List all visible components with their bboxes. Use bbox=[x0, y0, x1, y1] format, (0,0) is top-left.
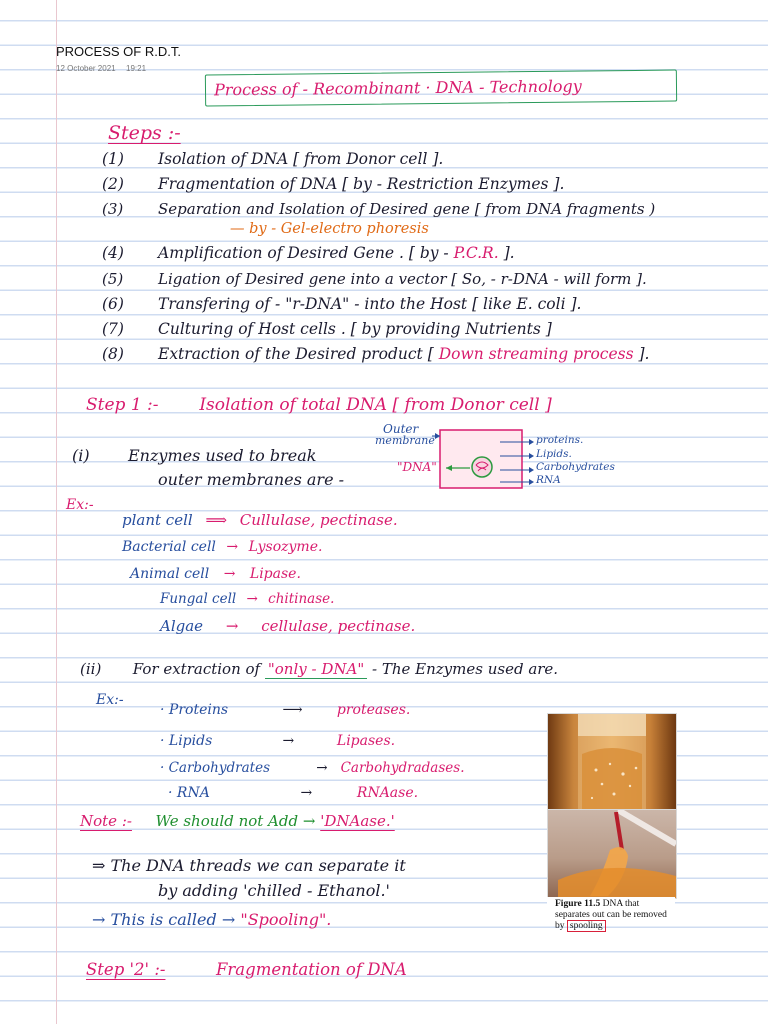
outer-label: Outer bbox=[383, 422, 419, 436]
step-tail: ]. bbox=[503, 244, 515, 262]
point-number: (ii) bbox=[80, 660, 102, 678]
step-item bbox=[102, 175, 564, 193]
step-number: (4) bbox=[102, 244, 124, 262]
extraction-item: · Carbohydrates bbox=[160, 760, 270, 776]
note-highlight: 'DNAase.' bbox=[320, 812, 395, 830]
cell-name: Bacterial cell bbox=[122, 539, 216, 555]
cell-name: Algae bbox=[160, 617, 204, 635]
extraction-enzyme: RNAase. bbox=[356, 785, 419, 801]
spool-line-3 bbox=[92, 910, 331, 929]
step1-heading-label: Step 1 :- bbox=[86, 395, 159, 415]
spool-text: → This is called → bbox=[92, 910, 236, 929]
point-ii bbox=[80, 660, 558, 678]
point-i bbox=[72, 446, 316, 465]
cell-enzyme: Lysozyme. bbox=[248, 539, 323, 555]
step-item bbox=[102, 320, 552, 338]
spool-line-2: by adding 'chilled - Ethanol.' bbox=[158, 881, 390, 900]
page-date: 12 October 2021 bbox=[56, 64, 116, 73]
note-row bbox=[80, 812, 395, 830]
arrow-icon: ⟹ bbox=[205, 511, 227, 529]
step-item bbox=[102, 150, 443, 168]
cell-name: plant cell bbox=[122, 511, 193, 529]
step-accent: P.C.R. bbox=[453, 244, 499, 262]
figure-highlight: spooling bbox=[567, 920, 606, 932]
cell-row bbox=[160, 591, 334, 607]
cell-enzyme: Lipase. bbox=[249, 566, 301, 582]
step3-sub: — by - Gel-electro phoresis bbox=[230, 221, 429, 237]
step1-heading-text: Isolation of total DNA [ from Donor cell ] bbox=[199, 395, 552, 415]
spool-illustration bbox=[548, 810, 676, 898]
cell-enzyme: cellulase, pectinase. bbox=[261, 617, 416, 635]
component-label: RNA bbox=[536, 474, 561, 486]
membrane-label: membrane bbox=[375, 434, 435, 447]
step-item bbox=[102, 295, 581, 313]
tube-illustration bbox=[548, 714, 676, 810]
step-accent: Down streaming process bbox=[438, 345, 634, 363]
page-title: PROCESS OF R.D.T. bbox=[56, 44, 181, 59]
example-label: Ex:- bbox=[66, 497, 94, 513]
step2-heading-label: Step '2' :- bbox=[86, 960, 166, 979]
figure-text: DNA that separates out can be removed by bbox=[555, 899, 667, 931]
step-text: Isolation of DNA [ from Donor cell ]. bbox=[158, 150, 444, 168]
cell-enzyme: Cullulase, pectinase. bbox=[239, 511, 398, 529]
arrow-icon: → bbox=[225, 617, 239, 635]
step-number: (7) bbox=[102, 320, 124, 338]
step-tail: ]. bbox=[638, 345, 650, 363]
arrow-icon: → bbox=[282, 733, 295, 749]
extraction-item: · Lipids bbox=[160, 733, 213, 749]
main-title-box bbox=[205, 70, 677, 107]
step-text: Transfering of - "r-DNA" - into the Host [ like E. coli ]. bbox=[158, 295, 582, 313]
step-item bbox=[102, 200, 655, 218]
step-number: (1) bbox=[102, 150, 124, 168]
only-dna-highlight: "only - DNA" bbox=[265, 660, 367, 679]
point-number: (i) bbox=[72, 446, 90, 465]
steps-heading: Steps :- bbox=[108, 122, 181, 144]
arrow-icon: → bbox=[223, 566, 236, 582]
step-number: (2) bbox=[102, 175, 124, 193]
arrow-icon: → bbox=[316, 760, 328, 776]
step2-heading-text: Fragmentation of DNA bbox=[215, 960, 407, 979]
step-text: Separation and Isolation of Desired gene [ from DNA fragments ) bbox=[158, 200, 656, 218]
figure-label: Figure 11.5 bbox=[555, 899, 601, 909]
point-text-tail: - The Enzymes used are. bbox=[372, 660, 559, 678]
arrow-icon: ⟶ bbox=[282, 702, 303, 718]
step-number: (8) bbox=[102, 345, 124, 363]
point-text: Enzymes used to break bbox=[128, 446, 317, 465]
component-label: Carbohydrates bbox=[536, 461, 615, 473]
step-number: (5) bbox=[102, 270, 124, 288]
cell-row bbox=[160, 617, 415, 635]
cell-enzyme: chitinase. bbox=[268, 591, 335, 607]
step2-heading bbox=[86, 960, 407, 979]
point-text: For extraction of bbox=[132, 660, 261, 678]
step-number: (6) bbox=[102, 295, 124, 313]
cell-name: Fungal cell bbox=[160, 591, 237, 607]
figure-caption bbox=[547, 897, 675, 931]
extraction-item: · RNA bbox=[168, 785, 210, 801]
extraction-enzyme: Lipases. bbox=[336, 733, 396, 749]
dna-tube-photo bbox=[547, 713, 677, 811]
arrow-icon: → bbox=[226, 539, 239, 555]
extraction-row bbox=[160, 733, 395, 749]
arrow-head-icon bbox=[529, 439, 534, 485]
nucleus-circle bbox=[472, 457, 492, 477]
spooling-photo bbox=[547, 809, 677, 899]
cell-row bbox=[122, 511, 398, 529]
extraction-row bbox=[160, 760, 465, 776]
cell-row bbox=[122, 539, 322, 555]
step-text: Culturing of Host cells . [ by providing Nutrients ] bbox=[158, 320, 552, 338]
notebook-margin bbox=[56, 0, 57, 1024]
arrow-icon: → bbox=[246, 591, 258, 607]
note-label: Note :- bbox=[80, 812, 132, 830]
note-text: We should not Add → bbox=[155, 812, 316, 830]
step-number: (3) bbox=[102, 200, 124, 218]
spooling-term: "Spooling". bbox=[240, 910, 332, 929]
step-text: Fragmentation of DNA [ by - Restriction Enzymes ]. bbox=[158, 175, 565, 193]
step-text: Amplification of Desired Gene . [ by - bbox=[158, 244, 449, 262]
component-label: Lipids. bbox=[536, 448, 572, 460]
cell-name: Animal cell bbox=[130, 566, 210, 582]
cell-row bbox=[130, 566, 301, 582]
arrow-icon: → bbox=[300, 785, 313, 801]
step-item bbox=[102, 345, 649, 363]
step-item bbox=[102, 270, 647, 288]
component-label: proteins. bbox=[536, 434, 584, 446]
step-item bbox=[102, 244, 515, 262]
point-i-line2: outer membranes are - bbox=[158, 470, 345, 489]
step-text: Extraction of the Desired product [ bbox=[158, 345, 434, 363]
extraction-row bbox=[168, 785, 418, 801]
extraction-item: · Proteins bbox=[160, 702, 229, 718]
page-time: 19:21 bbox=[126, 64, 147, 73]
extraction-row bbox=[160, 702, 410, 718]
main-title: Process of - Recombinant · DNA - Technology bbox=[213, 76, 582, 100]
spool-line-1: ⇒ The DNA threads we can separate it bbox=[92, 856, 406, 875]
dna-label: "DNA" bbox=[397, 460, 437, 474]
extraction-enzyme: Carbohydradases. bbox=[340, 760, 465, 776]
example-label: Ex:- bbox=[96, 692, 124, 708]
step-text: Ligation of Desired gene into a vector [ So, - r-DNA - will form ]. bbox=[158, 270, 647, 288]
step1-heading bbox=[86, 395, 552, 415]
extraction-enzyme: proteases. bbox=[336, 702, 411, 718]
